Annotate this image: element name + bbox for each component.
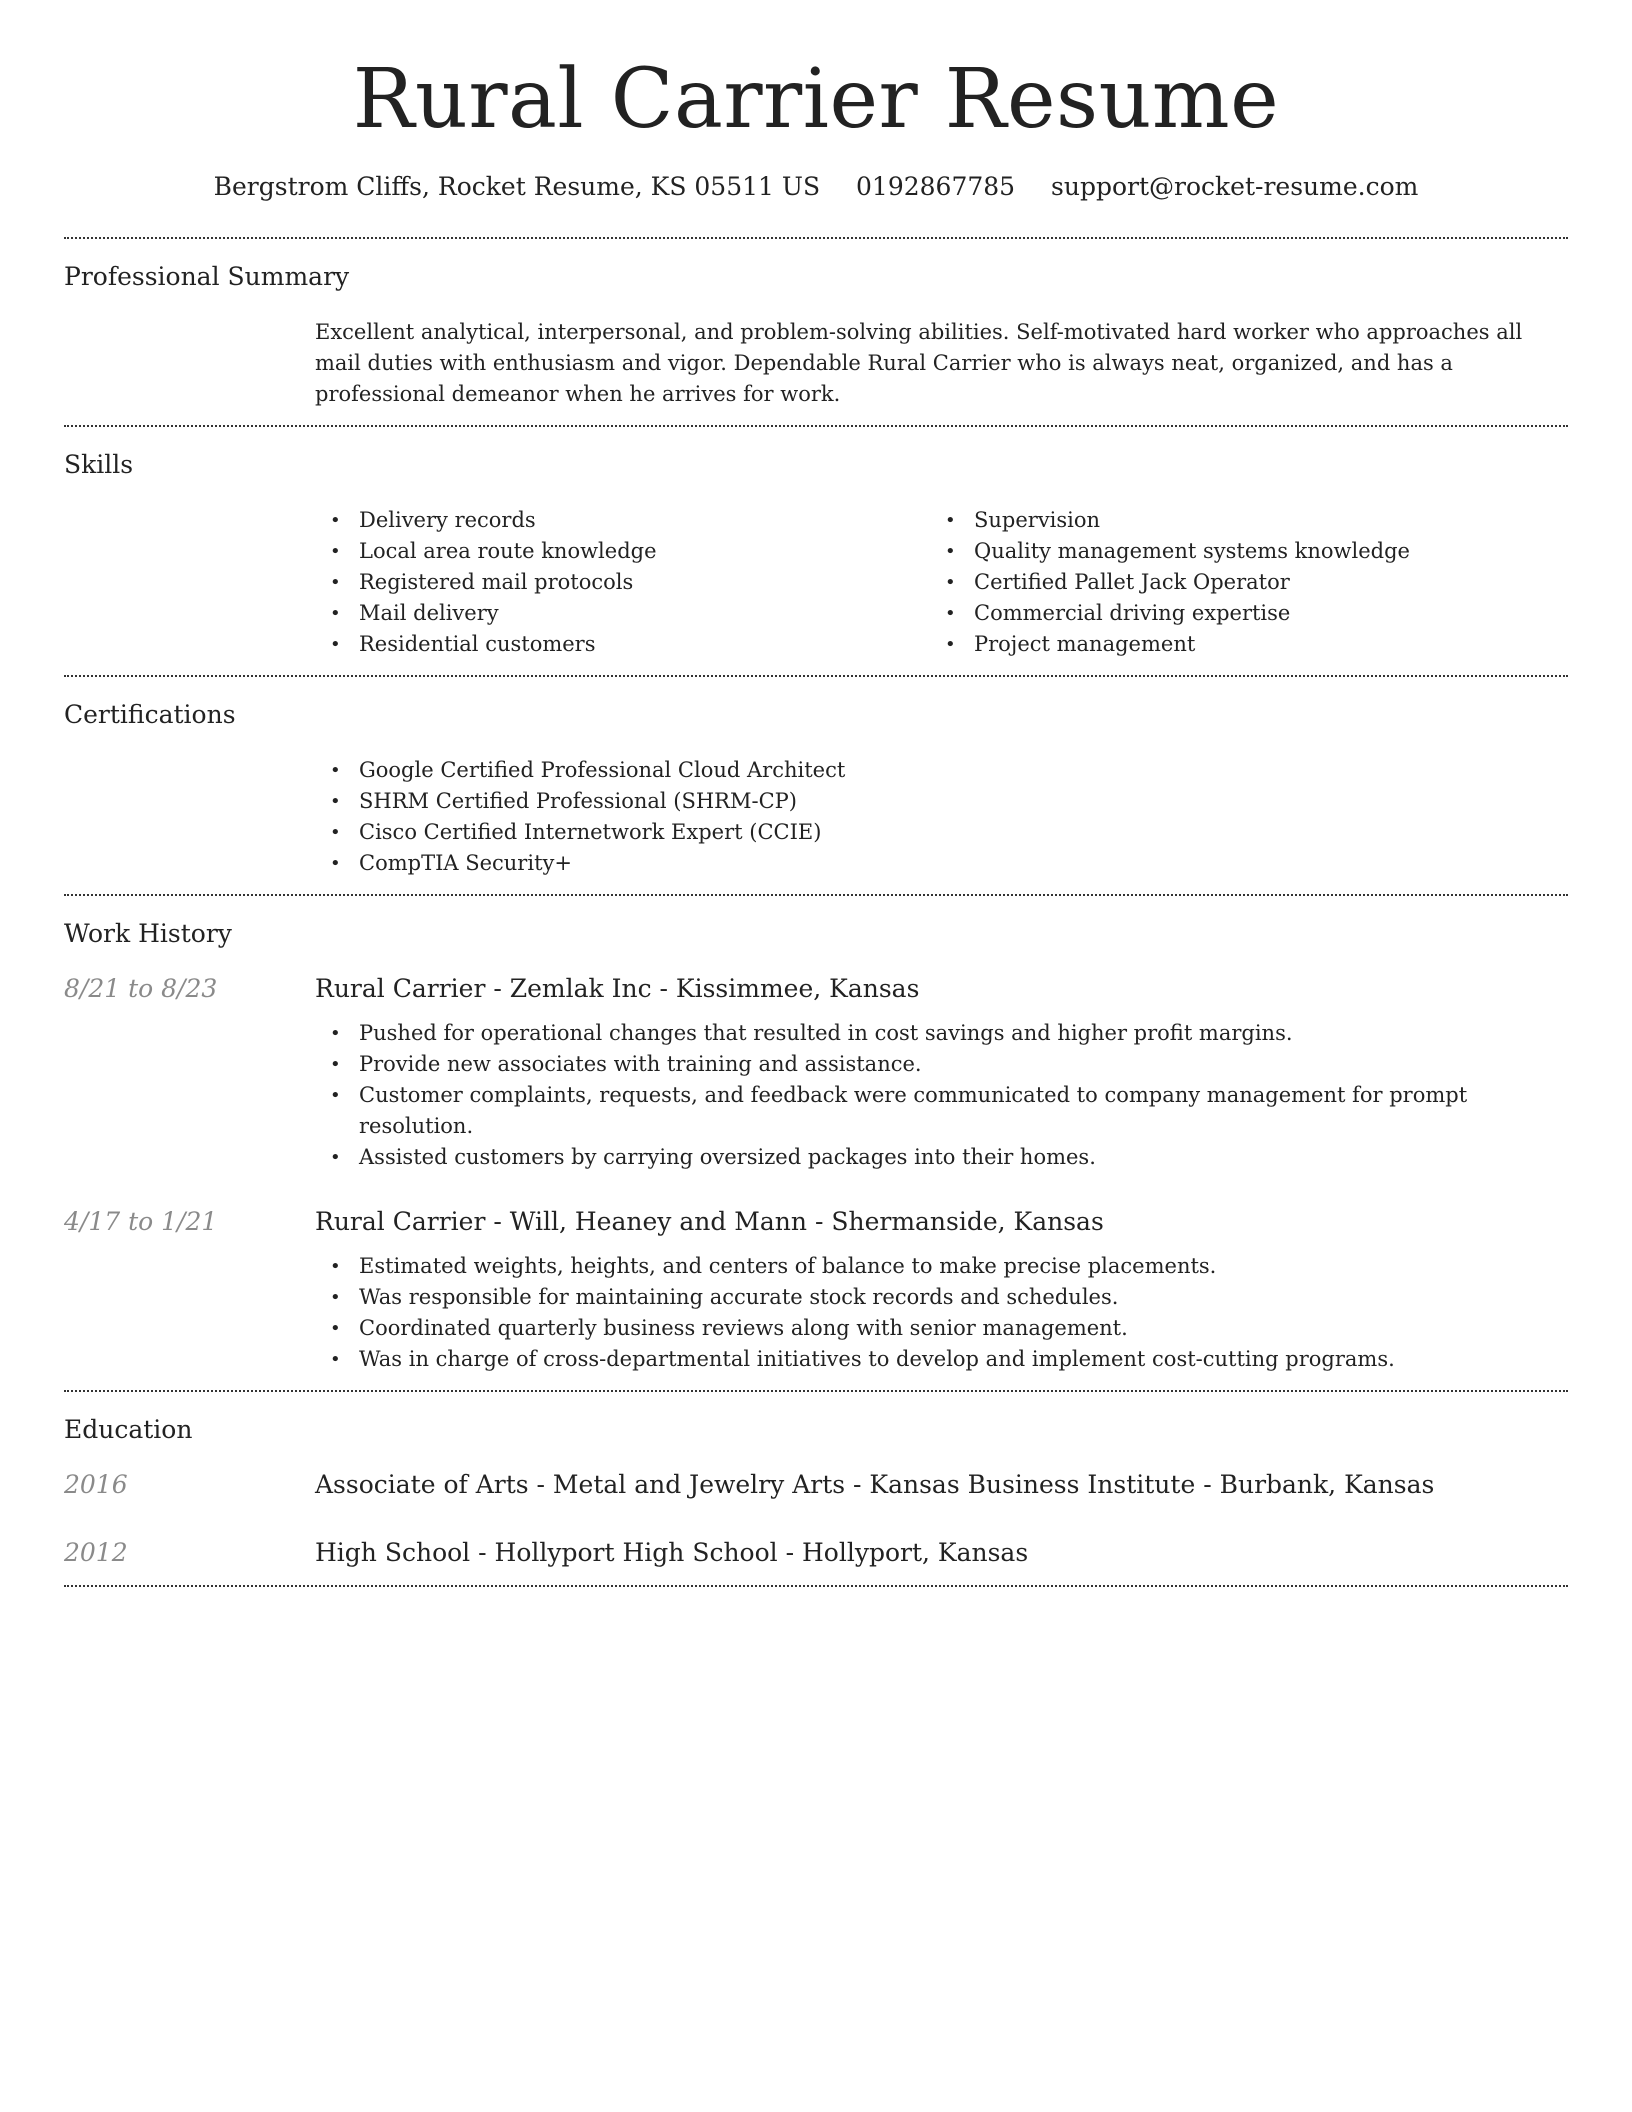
- resume-header: [64, 0, 1568, 204]
- section-title-work-history: Work History: [64, 919, 232, 948]
- skills-list-right: [930, 505, 1545, 660]
- skill-item: • Project management: [930, 629, 1545, 660]
- certification-item: • SHRM Certified Professional (SHRM-CP): [315, 786, 1568, 817]
- contact-phone: 0192867785: [856, 172, 1016, 201]
- work-entry-title: Rural Carrier - Will, Heaney and Mann - Shermanside, Kansas: [315, 1207, 1104, 1236]
- skill-item: • Registered mail protocols: [315, 567, 930, 598]
- contact-email: support@rocket-resume.com: [1051, 172, 1419, 201]
- skill-item: • Local area route knowledge: [315, 536, 930, 567]
- certification-item: • Google Certified Professional Cloud Architect: [315, 755, 1568, 786]
- section-title-certifications: Certifications: [64, 700, 236, 729]
- work-entry: [64, 1205, 1568, 1375]
- skill-item: • Supervision: [930, 505, 1545, 536]
- work-history-section: [64, 896, 1568, 1390]
- skill-item: • Delivery records: [315, 505, 930, 536]
- page-title: Rural Carrier Resume: [352, 52, 1280, 147]
- skill-item: • Certified Pallet Jack Operator: [930, 567, 1545, 598]
- divider: [64, 1585, 1568, 1587]
- summary-section: [64, 239, 1568, 425]
- certification-item: • CompTIA Security+: [315, 848, 1568, 879]
- skill-item: • Residential customers: [315, 629, 930, 660]
- education-entry-date: 2012: [64, 1538, 128, 1567]
- contact-line: [64, 170, 1568, 204]
- education-entry-date: 2016: [64, 1470, 128, 1499]
- work-bullet: • Pushed for operational changes that resulted in cost savings and higher profit margins.: [315, 1018, 1568, 1049]
- skills-columns: [315, 481, 1568, 675]
- skill-item: • Quality management systems knowledge: [930, 536, 1545, 567]
- work-entry-bullets: [315, 1239, 1568, 1375]
- work-entry-title: Rural Carrier - Zemlak Inc - Kissimmee, Kansas: [315, 974, 920, 1003]
- certifications-section: [64, 677, 1568, 894]
- work-entry-date: 8/21 to 8/23: [64, 974, 218, 1003]
- skills-list-left: [315, 505, 930, 660]
- education-entry-title: High School - Hollyport High School - Hollyport, Kansas: [315, 1538, 1029, 1567]
- skill-item: • Mail delivery: [315, 598, 930, 629]
- section-title-skills: Skills: [64, 450, 134, 479]
- work-bullet: • Coordinated quarterly business reviews along with senior management.: [315, 1313, 1568, 1344]
- certifications-list: [315, 731, 1568, 894]
- work-entries: [64, 950, 1568, 1390]
- education-entry: [64, 1536, 1568, 1570]
- education-entries: [64, 1446, 1568, 1585]
- work-bullet: • Customer complaints, requests, and feedback were communicated to company management for prompt resolution.: [315, 1080, 1568, 1142]
- work-bullet: • Was in charge of cross-departmental initiatives to develop and implement cost-cutting programs.: [315, 1344, 1568, 1375]
- contact-address: Bergstrom Cliffs, Rocket Resume, KS 05511 US: [213, 172, 821, 201]
- summary-text: Excellent analytical, interpersonal, and problem-solving abilities. Self-motivated hard worker who approaches all mail duties with enthusiasm and vigor. Dependable Rural Carrier who is always neat, organized, and has a professional demeanor when he arrives for work.: [315, 320, 1523, 406]
- education-entry: [64, 1468, 1568, 1502]
- section-title-education: Education: [64, 1415, 193, 1444]
- work-bullet: • Was responsible for maintaining accurate stock records and schedules.: [315, 1282, 1568, 1313]
- work-entry-bullets: [315, 1006, 1568, 1173]
- skill-item: • Commercial driving expertise: [930, 598, 1545, 629]
- work-bullet: • Assisted customers by carrying oversized packages into their homes.: [315, 1142, 1568, 1173]
- certification-item: • Cisco Certified Internetwork Expert (CCIE): [315, 817, 1568, 848]
- work-bullet: • Estimated weights, heights, and centers of balance to make precise placements.: [315, 1251, 1568, 1282]
- work-bullet: • Provide new associates with training and assistance.: [315, 1049, 1568, 1080]
- work-entry: [64, 972, 1568, 1173]
- work-entry-date: 4/17 to 1/21: [64, 1207, 218, 1236]
- education-entry-title: Associate of Arts - Metal and Jewelry Arts - Kansas Business Institute - Burbank, Kansas: [315, 1470, 1435, 1499]
- section-title-summary: Professional Summary: [64, 262, 350, 291]
- education-section: [64, 1392, 1568, 1585]
- skills-section: [64, 427, 1568, 675]
